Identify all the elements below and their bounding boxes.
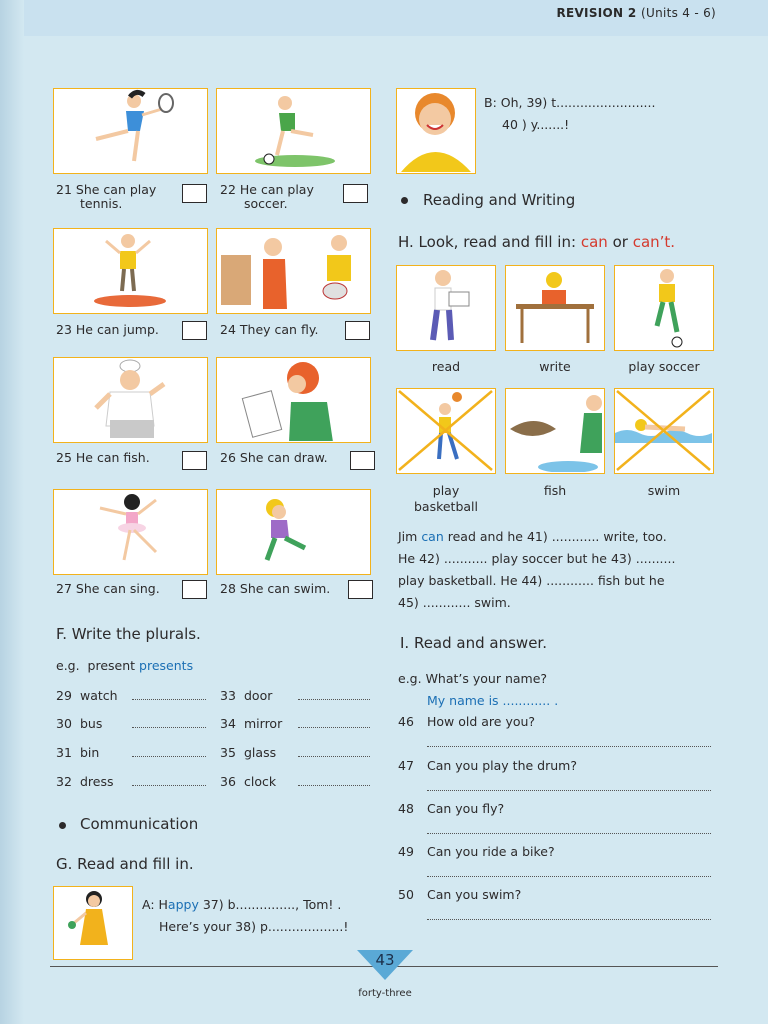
h-para-line2: He 42) ........... play soccer but he 43) .......... xyxy=(398,551,676,566)
question-49: 49 Can you ride a bike? xyxy=(398,844,555,859)
plural-35-blank[interactable] xyxy=(298,756,370,757)
picture-tennis-girl xyxy=(53,88,208,174)
picture-basketball-crossed xyxy=(396,388,496,474)
picture-soccer-boy xyxy=(216,88,371,174)
answer-line-50[interactable] xyxy=(427,919,711,920)
dialogue-b-line1: B: Oh, 39) t......................... xyxy=(484,95,656,110)
answer-line-47[interactable] xyxy=(427,790,711,791)
answer-box-25[interactable] xyxy=(182,451,207,470)
label-write: write xyxy=(539,359,571,374)
answer-line-49[interactable] xyxy=(427,876,711,877)
picture-band xyxy=(216,228,371,314)
answer-box-28[interactable] xyxy=(348,580,373,599)
h-para-line1: Jim can read and he 41) ............ write, too. xyxy=(398,529,667,544)
label-fish: fish xyxy=(543,483,567,498)
question-47: 47 Can you play the drum? xyxy=(398,758,577,773)
section-g-title: G. Read and fill in. xyxy=(56,855,194,873)
plural-31-blank[interactable] xyxy=(132,756,206,757)
picture-dancing-girl xyxy=(53,489,208,575)
plural-30: 30 bus xyxy=(56,716,103,731)
caption-25: 25 He can fish. xyxy=(56,450,150,465)
picture-running-girl xyxy=(216,489,371,575)
answer-box-26[interactable] xyxy=(350,451,375,470)
revision-label: REVISION 2 xyxy=(556,6,637,20)
caption-23: 23 He can jump. xyxy=(56,322,159,337)
units-label: (Units 4 - 6) xyxy=(641,6,716,20)
book-spine xyxy=(0,0,24,1024)
answer-box-27[interactable] xyxy=(182,580,207,599)
plural-29-blank[interactable] xyxy=(132,699,206,700)
picture-fisherman xyxy=(505,388,605,474)
section-f-title: F. Write the plurals. xyxy=(56,625,201,643)
section-h-title: H. Look, read and fill in: can or can’t. xyxy=(398,233,676,251)
picture-chef xyxy=(53,357,208,443)
section-f-example: e.g. present presents xyxy=(56,658,194,673)
plural-34: 34 mirror xyxy=(220,716,283,731)
plural-35: 35 glass xyxy=(220,745,277,760)
label-play-soccer: play soccer xyxy=(628,359,700,374)
picture-soccer-player xyxy=(614,265,714,351)
plural-31: 31 bin xyxy=(56,745,100,760)
plural-33-blank[interactable] xyxy=(298,699,370,700)
dialogue-b-line2: 40 ) y.......! xyxy=(502,117,570,132)
answer-box-23[interactable] xyxy=(182,321,207,340)
answer-box-24[interactable] xyxy=(345,321,370,340)
plural-36-blank[interactable] xyxy=(298,785,370,786)
answer-line-46[interactable] xyxy=(427,746,711,747)
dialogue-a-line2: Here’s your 38) p...................! xyxy=(159,919,349,934)
answer-line-48[interactable] xyxy=(427,833,711,834)
answer-box-21[interactable] xyxy=(182,184,207,203)
h-para-line3: play basketball. He 44) ............ fish but he xyxy=(398,573,665,588)
plural-32: 32 dress xyxy=(56,774,114,789)
caption-24: 24 They can fly. xyxy=(220,322,319,337)
caption-22: 22 He can play soccer. xyxy=(220,182,314,211)
label-play-basketball: play basketball xyxy=(413,483,479,514)
i-example-question: e.g. What’s your name? xyxy=(398,671,548,686)
dialogue-a-line1: A: Happy 37) b..............., Tom! . xyxy=(142,897,342,912)
question-46: 46 How old are you? xyxy=(398,714,536,729)
h-para-line4: 45) ............ swim. xyxy=(398,595,511,610)
label-swim: swim xyxy=(647,483,681,498)
question-50: 50 Can you swim? xyxy=(398,887,522,902)
page-number: 43 xyxy=(375,951,395,969)
reading-writing-heading: Reading and Writing xyxy=(423,191,576,209)
caption-21: 21 She can play tennis. xyxy=(56,182,157,211)
plural-30-blank[interactable] xyxy=(132,727,206,728)
question-48: 48 Can you fly? xyxy=(398,801,505,816)
picture-reading-boy xyxy=(396,265,496,351)
communication-heading: Communication xyxy=(80,815,199,833)
picture-drawing-girl xyxy=(216,357,371,443)
picture-swimmer-crossed xyxy=(614,388,714,474)
communication-bullet xyxy=(59,822,66,829)
label-read: read xyxy=(431,359,461,374)
picture-girl-dialogue xyxy=(53,886,133,960)
answer-box-22[interactable] xyxy=(343,184,368,203)
caption-26: 26 She can draw. xyxy=(220,450,328,465)
reading-writing-bullet xyxy=(401,197,408,204)
i-example-answer: My name is ............ . xyxy=(427,693,559,708)
caption-27: 27 She can sing. xyxy=(56,581,160,596)
picture-writing-girl xyxy=(505,265,605,351)
section-i-title: I. Read and answer. xyxy=(400,634,547,652)
plural-33: 33 door xyxy=(220,688,273,703)
picture-boy-dialogue xyxy=(396,88,476,174)
page-number-words: forty-three xyxy=(358,988,412,999)
running-header xyxy=(556,6,716,20)
caption-28: 28 She can swim. xyxy=(220,581,331,596)
picture-jumping-boy xyxy=(53,228,208,314)
plural-32-blank[interactable] xyxy=(132,785,206,786)
plural-36: 36 clock xyxy=(220,774,277,789)
plural-29: 29 watch xyxy=(56,688,118,703)
plural-34-blank[interactable] xyxy=(298,727,370,728)
